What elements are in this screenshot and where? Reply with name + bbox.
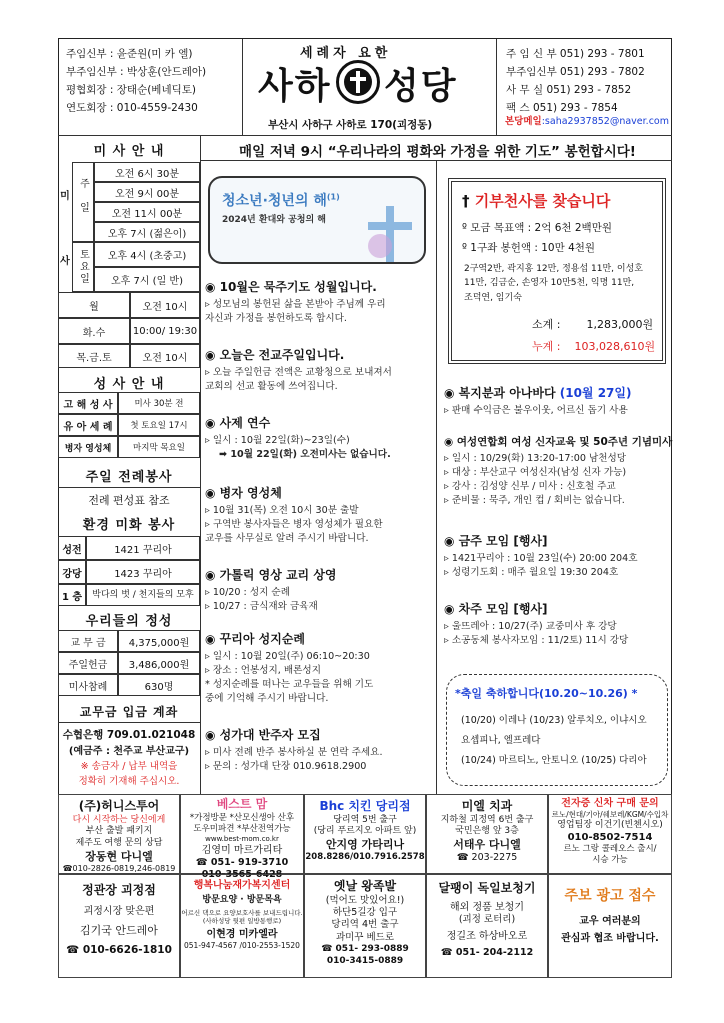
ad-line: 부산 출발 패키지 — [85, 826, 153, 837]
liturgy-duty-text: 전례 편성표 참조 — [88, 494, 170, 507]
notice-line: ▹ 판매 수익금은 불우이웃, 어르신 돕기 사용 — [444, 405, 628, 416]
patron-label: 세례자 요한 — [300, 46, 392, 61]
ad-bhc-chicken[interactable] — [304, 794, 426, 874]
notice-line: ▹ 오늘 주일헌금 전액은 교황청으로 보내져서 — [205, 367, 392, 378]
notice-heading: ◉ 오늘은 전교주일입니다. — [205, 348, 345, 362]
divider — [58, 135, 672, 136]
notice-mission — [205, 346, 433, 394]
notice-heading: ◉ 성가대 반주자 모집 — [205, 728, 321, 742]
ad-line: 지하철 괴정역 6번 출구 — [440, 814, 534, 825]
notice-heading: ◉ 병자 영성체 — [205, 486, 282, 500]
header-left-line: 부주임신부 : 박상훈(안드레아) — [66, 66, 207, 78]
notice-heading: ◉ 금주 모임 [행사] — [444, 534, 548, 548]
ad-line: 하단5길강 입구 — [332, 906, 398, 918]
mass-time: 오전 11시 00분 — [94, 202, 200, 222]
header-right-line: 팩 스 051) 293 - 7854 — [506, 102, 618, 114]
notice-heading: ◉ 여성연합회 여성 신자교육 및 50주년 기념미사 — [444, 436, 673, 448]
ad-line: 국민은행 앞 3층 — [455, 826, 519, 837]
ad-phone: ☎ 051- 293-0889 — [321, 943, 409, 954]
ad-jeonggwanjang[interactable] — [58, 874, 180, 978]
ad-line: 당리역 5번 출구 — [333, 814, 397, 825]
ad-name: 옛날 왕족발 — [333, 879, 397, 893]
title-left: 사하 — [258, 66, 332, 107]
offering-label: 주일헌금 — [58, 652, 118, 674]
divider — [58, 722, 200, 723]
notice-line: ▹ 일시 : 10월 20일(주) 06:10~20:30 — [205, 651, 370, 662]
church-logo — [336, 60, 380, 104]
mass-time: 오후 7시 (젊은이) — [94, 222, 200, 242]
ad-line: www.best-mom.co.kr — [205, 834, 279, 843]
ad-owner: 안지영 가타리나 — [325, 837, 405, 851]
ad-line: 괴정시장 맞은편 — [83, 905, 155, 917]
subtotal-value: 1,283,000원 — [586, 318, 654, 331]
ad-miel-dental[interactable] — [426, 794, 548, 874]
divider — [242, 39, 243, 135]
ad-phone: 051-947-4567 /010-2553-1520 — [184, 940, 300, 950]
ad-line: 도우미파견 *부산전역가능 — [193, 823, 291, 834]
notice-women-assoc — [444, 434, 672, 508]
sacrament-label: 고 해 성 사 — [58, 392, 118, 414]
sacrament-value: 미사 30분 전 — [118, 392, 200, 414]
env-value: 1423 꾸리아 — [86, 560, 200, 584]
ad-line: 르노 그랑 콜레오스 출시/ — [563, 844, 657, 855]
env-title: 환경 미화 봉사 — [82, 518, 176, 533]
ad-line: 어르신 댁으로 요양보호사를 보내드립니다. — [181, 908, 303, 917]
notice-heading: ◉ 복지분과 아나바다 — [444, 386, 560, 400]
mass-label-mi: 미 — [60, 191, 70, 202]
ad-pork-feet[interactable] — [304, 874, 426, 978]
account-note: ※ 송금자 / 납부 내역을 — [80, 761, 178, 772]
notice-heading: ◉ 차주 모임 [행사] — [444, 602, 548, 616]
clergy-list — [66, 46, 206, 118]
mass-guide-title: 미 사 안 내 — [93, 144, 165, 159]
donor-unit: º 1구좌 봉헌액 : 10만 4천원 — [462, 242, 596, 254]
sunday-label: 주일 — [72, 162, 94, 242]
ad-phone: ☎ 010-6626-1810 — [66, 943, 172, 956]
feast-line: 요셉피나, 엘프레다 — [461, 734, 541, 746]
cross-icon: † — [462, 192, 475, 210]
ad-bulletin-ads[interactable] — [548, 874, 672, 978]
weekday-label: 목.금.토 — [58, 344, 130, 368]
ad-line: 다시 시작하는 당신에게 — [72, 814, 166, 825]
sacrament-label: 유 아 세 례 — [58, 414, 118, 436]
ad-name: 행복나눔재가복지센터 — [193, 880, 291, 891]
ad-best-mom[interactable] — [180, 794, 304, 881]
header-left-line: 평협회장 : 장태순(베네딕토) — [66, 84, 196, 96]
notice-line: ▹ 울뜨레아 : 10/27(주) 교중미사 후 강당 — [444, 621, 617, 632]
saturday-label: 토요일 — [72, 242, 94, 292]
ad-line: (먹어도 맛있어요!) — [325, 894, 405, 906]
notice-sick-communion — [205, 484, 433, 546]
ad-line: 관심과 협조 바랍니다. — [561, 933, 659, 945]
youth-year-poster — [208, 176, 426, 264]
env-value: 1421 꾸리아 — [86, 536, 200, 560]
ad-owner: 김기국 안드레아 — [80, 923, 158, 937]
offering-value: 4,375,000원 — [118, 630, 200, 652]
ad-name: 정관장 괴정점 — [82, 883, 156, 897]
ad-line: 010-8502-7514 — [567, 832, 653, 844]
ad-phone: 208.8286/010.7916.2578 — [305, 852, 425, 863]
notice-heading: ◉ 10월은 묵주기도 성월입니다. — [205, 280, 377, 294]
ad-name: 주보 광고 접수 — [564, 888, 656, 904]
ad-name: 베스트 맘 — [216, 797, 268, 811]
notice-line: ▹ 일시 : 10/29(화) 13:20-17:00 남천성당 — [444, 453, 627, 464]
notice-heading: ◉ 꾸리아 성지순례 — [205, 632, 305, 646]
sacrament-value: 첫 토요일 17시 — [118, 414, 200, 436]
divider — [436, 161, 437, 794]
notice-line: ▹ 대상 : 부산교구 여성신자(남성 신자 가능) — [444, 466, 627, 478]
subtotal-label: 소계 : — [532, 318, 561, 331]
donor-names-line: 조덕연, 임기숙 — [464, 292, 522, 303]
account-note: 정확히 기재해 주십시오. — [78, 776, 180, 787]
ad-owner: 서태우 다니엘 — [453, 837, 521, 851]
ad-phone: ☎ 203-2275 — [456, 852, 518, 864]
offering-label: 미사참례 — [58, 674, 118, 696]
env-label: 1 층 — [58, 584, 86, 606]
sacrament-label: 병자 영성체 — [58, 436, 118, 458]
weekday-label: 화.수 — [58, 318, 130, 344]
header-left-line: 주임신부 : 윤준원(미 카 엘) — [66, 48, 193, 60]
ad-name: (주)허니스투어 — [78, 799, 160, 813]
notice-line: ▹ 미사 전례 반주 봉사하실 분 연락 주세요. — [205, 747, 383, 758]
weekday-label: 월 — [58, 292, 130, 318]
donor-goal: º 모금 목표액 : 2억 6천 2백만원 — [462, 222, 612, 234]
ad-owner: 장동현 다니엘 — [85, 849, 153, 863]
ad-car-sales[interactable] — [548, 794, 672, 874]
offering-value: 3,486,000원 — [118, 652, 200, 674]
ad-line: *가정방문 *산모신생아 산후 — [189, 812, 295, 823]
ad-line: 교우 여러분의 — [579, 916, 641, 928]
notice-choir — [205, 726, 433, 774]
youth-title: 청소년·청년의 해 — [222, 193, 327, 209]
weekday-time: 오전 10시 — [130, 292, 200, 318]
notice-date: (10월 27일) — [559, 386, 632, 400]
ad-line: 시승 가능 — [592, 855, 628, 866]
notice-heading: ◉ 가톨릭 영상 교리 상영 — [205, 568, 337, 582]
ad-phone: 010-3565-6428 — [201, 869, 283, 881]
notice-line: ▹ 강사 : 김성양 신부 / 미사 : 신호철 주교 — [444, 480, 616, 492]
notice-line: 중에 기억해 주시기 바랍니다. — [205, 692, 329, 704]
ad-phone: 010-3415-0889 — [326, 955, 404, 966]
notice-line: ▹ 1421꾸리아 : 10월 23일(수) 20:00 204호 — [444, 553, 638, 564]
notice-highlight: ➡ 10월 22일(화) 오전미사는 없습니다. — [219, 448, 391, 460]
notice-line: ▹ 준비물 : 묵주, 개인 컵 / 회비는 없습니다. — [444, 494, 625, 506]
ad-line: 르노/현대/기아/쉐보레/KGM/수입차 — [551, 810, 669, 819]
notice-heading: ◉ 사제 연수 — [205, 416, 271, 430]
mass-time: 오전 6시 30분 — [94, 162, 200, 182]
youth-sup: (1) — [326, 192, 340, 202]
notice-priest-training — [205, 414, 433, 462]
feast-line: (10/20) 이레나 (10/23) 알루치오, 이냐시오 — [461, 715, 647, 726]
ad-phone: ☎010-2826-0819,246-0819 — [62, 863, 176, 873]
ad-line: (사하성당 뒷편 일방통행로) — [202, 917, 282, 926]
church-address: 부산시 사하구 사하로 170(괴정동) — [268, 119, 433, 131]
divider — [200, 136, 201, 794]
ad-honey-tour[interactable] — [58, 794, 180, 874]
mass-time: 오후 7시 (일 반) — [94, 267, 200, 292]
notice-line: 교회의 선교 활동에 쓰여집니다. — [205, 380, 338, 392]
notice-line: ▹ 일시 : 10월 22일(화)~23일(수) — [205, 435, 350, 446]
donor-names — [464, 262, 643, 305]
ad-line: 방문요양 · 방문목욕 — [202, 895, 282, 905]
env-label: 성전 — [58, 536, 86, 560]
notice-next-week — [444, 600, 670, 648]
weekday-time: 10:00/ 19:30 — [130, 318, 200, 344]
ad-owner: 이현경 미카엘라 — [206, 928, 278, 940]
offering-label: 교 무 금 — [58, 630, 118, 652]
ad-phone: ☎ 051- 919-3710 — [195, 856, 289, 868]
notice-line: ▹ 성령기도회 : 매주 월요일 19:30 204호 — [444, 566, 619, 578]
ad-hearing-aid[interactable] — [426, 874, 548, 978]
ad-line: 당리역 4번 출구 — [331, 919, 399, 931]
sacrament-value: 마지막 목요일 — [118, 436, 200, 458]
ad-line: 해외 정품 보청기 — [450, 901, 524, 913]
notice-pilgrimage — [205, 630, 433, 706]
ad-name: 미엘 치과 — [461, 799, 513, 813]
notice-line: ▹ 장소 : 언봉성지, 배론성지 — [205, 664, 321, 676]
notice-line: * 성지순례를 떠나는 교우들을 위해 기도 — [205, 678, 374, 690]
mass-time: 오전 9시 00분 — [94, 182, 200, 202]
notice-line: ▹ 소공동체 봉사자모임 : 11/2토) 11시 강당 — [444, 634, 629, 646]
ad-line: 제주도 여행 문의 상담 — [75, 837, 163, 848]
daily-prayer-banner: 매일 저녁 9시 “우리나라의 평화와 가정을 위한 기도” 봉헌합시다! — [239, 144, 636, 160]
total-value: 103,028,610원 — [574, 340, 656, 353]
header-right-line: 사 무 실 051) 293 - 7852 — [506, 84, 632, 96]
ad-name: 전자증 신차 구매 문의 — [561, 798, 659, 809]
cross-graphic — [360, 206, 420, 262]
mass-time: 오후 4시 (초중고) — [94, 242, 200, 267]
email-address: :saha2937852@naver.com — [541, 116, 669, 127]
mass-label — [58, 162, 72, 292]
contact-list — [506, 46, 645, 118]
donor-title: 기부천사를 찾습니다 — [474, 192, 611, 210]
total-label: 누계 : — [532, 340, 561, 353]
sacrament-title: 성 사 안 내 — [93, 377, 165, 392]
title-right: 성당 — [384, 66, 458, 107]
offering-title: 우리들의 정성 — [85, 614, 173, 629]
feast-box — [446, 674, 668, 786]
env-label: 강당 — [58, 560, 86, 584]
notice-line: 교우를 사무실로 알려 주시기 바랍니다. — [205, 532, 369, 544]
ad-name: Bhc 치킨 당리점 — [319, 799, 411, 813]
notice-line: ▹ 10/20 : 성지 순례 — [205, 587, 290, 598]
ad-care-center[interactable] — [180, 874, 304, 978]
notice-rosary — [205, 278, 433, 326]
notice-line: ▹ 10/27 : 금식재와 금육재 — [205, 600, 318, 612]
notice-line: 자신과 가정을 봉헌하도록 합시다. — [205, 312, 347, 324]
church-email[interactable] — [505, 113, 669, 127]
donor-box — [448, 178, 666, 364]
ad-line: 과미꾸 베드로 — [335, 931, 395, 943]
env-value: 박다의 벗 / 천지들의 모후 — [86, 584, 200, 606]
header-right-line: 부주임신부 051) 293 - 7802 — [506, 66, 645, 78]
ad-line: (당리 푸르지오 아파트 앞) — [313, 826, 417, 837]
notice-catechism-video — [205, 566, 433, 614]
ad-line: 영업팀장 이건기(빈첸시오) — [557, 819, 663, 830]
feast-line: (10/24) 마르티노, 안토니오 (10/25) 다리아 — [461, 754, 647, 766]
notice-line: ▹ 구역반 봉사자들은 병자 영성체가 필요한 — [205, 518, 383, 530]
donor-names-line: 11만, 김금순, 손영자 10만5천, 익명 11만, — [464, 278, 635, 289]
notice-line: ▹ 문의 : 성가대 단장 010.9618.2900 — [205, 760, 367, 772]
notice-this-week — [444, 532, 670, 580]
account-holder: (예금주 : 천주교 부산교구) — [68, 746, 190, 757]
feast-list — [461, 711, 647, 771]
account-title: 교무금 입금 계좌 — [79, 705, 179, 719]
notice-line: ▹ 성모님의 봉헌된 삶을 본받아 주님께 우리 — [205, 299, 386, 310]
offering-value: 630명 — [118, 674, 200, 696]
feast-title: *축일 축하합니다(10.20~10.26) * — [455, 687, 638, 700]
ad-owner: 정길조 하상바오로 — [446, 930, 528, 942]
notice-line: ▹ 10월 31(목) 오전 10시 30분 출발 — [205, 505, 359, 516]
ad-owner: 김영미 마르가리타 — [201, 844, 283, 856]
ad-phone: ☎ 051- 204-2112 — [440, 946, 534, 958]
ad-name: 달팽이 독일보청기 — [438, 881, 536, 895]
donor-names-line: 2구역2반, 곽지홍 12만, 정용섭 11만, 이성호 — [464, 264, 643, 274]
weekday-time: 오전 10시 — [130, 344, 200, 368]
ad-line: (괴정 로터리) — [458, 913, 516, 925]
header-left-line: 연도회장 : 010-4559-2430 — [66, 102, 198, 114]
liturgy-duty-title: 주일 전례봉사 — [85, 470, 173, 485]
account-number: 수협은행 709.01.021048 — [62, 729, 196, 741]
email-label: 본당메일 — [505, 116, 542, 127]
divider — [496, 39, 497, 135]
youth-subtitle: 2024년 환대와 공청의 해 — [222, 215, 327, 225]
header-right-line: 주 임 신 부 051) 293 - 7801 — [506, 48, 645, 60]
mass-label-sa: 사 — [60, 256, 70, 267]
divider — [58, 487, 200, 488]
notice-anabada — [444, 384, 670, 418]
